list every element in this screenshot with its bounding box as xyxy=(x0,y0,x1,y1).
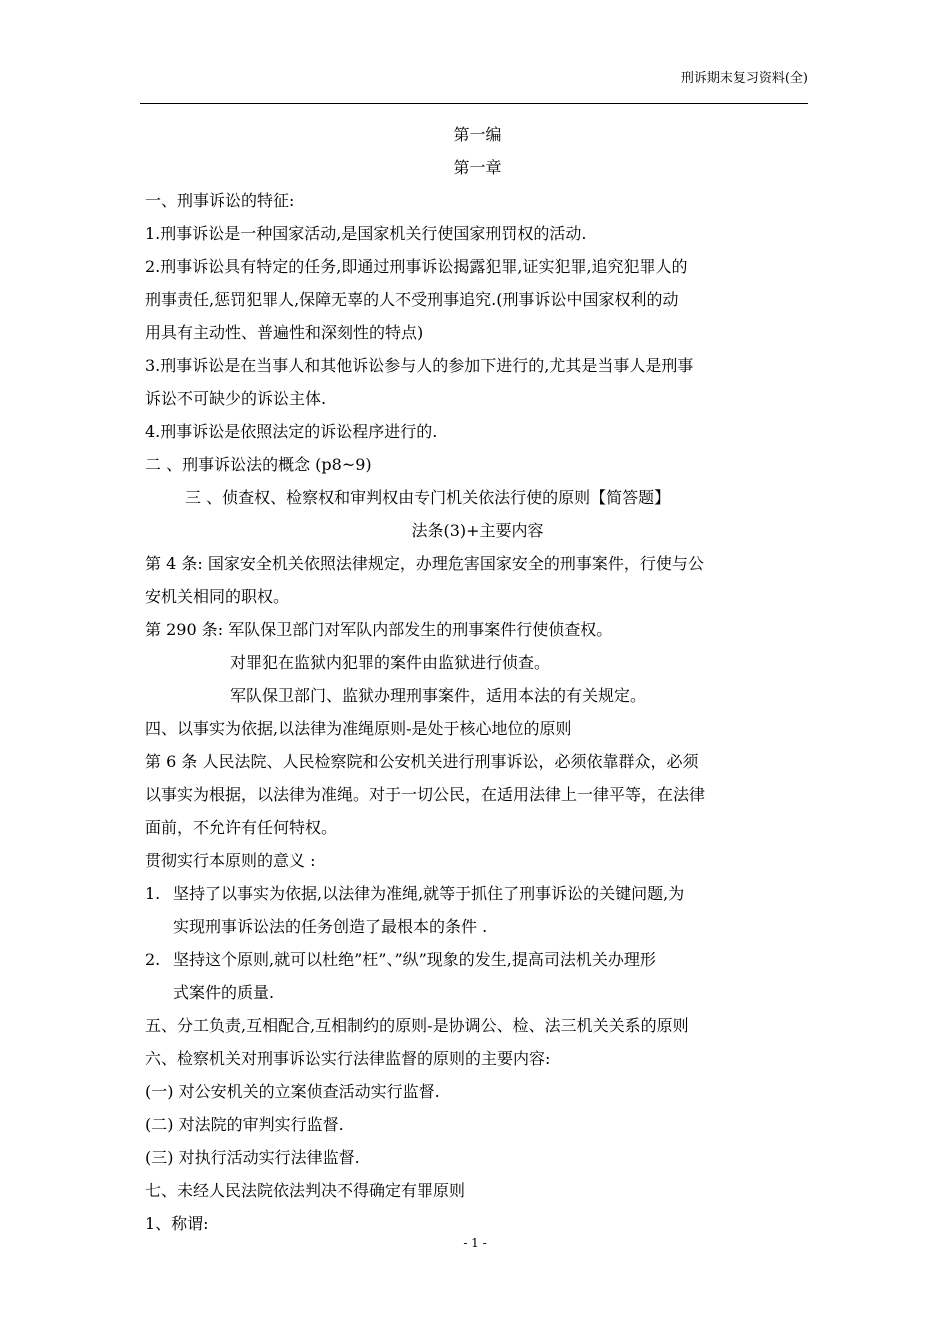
list-item-line-2: 实现刑事诉讼法的任务创造了最根本的条件 . xyxy=(173,917,488,936)
list-item-number: 1. xyxy=(145,884,161,903)
section-3-subtitle: 法条(3)+主要内容 xyxy=(411,521,544,540)
section-7-heading: 七、未经人民法院依法判决不得确定有罪原则 xyxy=(145,1181,466,1200)
article-6-line-3: 面前，不允许有任何特权。 xyxy=(145,818,338,837)
list-item-line-1: 坚持这个原则,就可以杜绝”枉”、”纵”现象的发生,提高司法机关办理形 xyxy=(173,950,656,969)
section-1-point-1: 1.刑事诉讼是一种国家活动,是国家机关行使国家刑罚权的活动. xyxy=(145,224,587,243)
article-4-line-1: 第 4 条: 国家安全机关依照法律规定，办理危害国家安全的刑事案件，行使与公 xyxy=(145,554,704,573)
section-1-point-2-line-1: 2.刑事诉讼具有特定的任务,即通过刑事诉讼揭露犯罪,证实犯罪,追究犯罪人的 xyxy=(145,257,688,276)
page-header xyxy=(140,68,808,90)
section-6-item-3: (三) 对执行活动实行法律监督. xyxy=(145,1148,360,1167)
section-6-heading: 六、检察机关对刑事诉讼实行法律监督的原则的主要内容: xyxy=(145,1049,551,1068)
section-1-heading: 一、刑事诉讼的特征: xyxy=(145,191,295,210)
section-2-heading: 二 、刑事诉讼法的概念 (p8~9) xyxy=(145,455,372,474)
article-6-line-1: 第 6 条 人民法院、人民检察院和公安机关进行刑事诉讼，必须依靠群众，必须 xyxy=(145,752,699,771)
section-7-subheading: 1、称谓: xyxy=(145,1214,209,1233)
article-290-line-2: 对罪犯在监狱内犯罪的案件由监狱进行侦查。 xyxy=(230,653,551,672)
part-title: 第一编 xyxy=(453,125,502,144)
article-290-line-3: 军队保卫部门、监狱办理刑事案件，适用本法的有关规定。 xyxy=(230,686,647,705)
header-divider xyxy=(140,103,808,104)
section-1-point-3-line-2: 诉讼不可缺少的诉讼主体. xyxy=(145,389,327,408)
meaning-heading: 贯彻实行本原则的意义 : xyxy=(145,851,316,870)
section-1-point-4: 4.刑事诉讼是依照法定的诉讼程序进行的. xyxy=(145,422,438,441)
list-item-line-1: 坚持了以事实为依据,以法律为准绳,就等于抓住了刑事诉讼的关键问题,为 xyxy=(173,884,685,903)
section-3-heading: 三 、侦查权、检察权和审判权由专门机关依法行使的原则【简答题】 xyxy=(185,488,671,507)
list-item-line-2: 式案件的质量. xyxy=(173,983,275,1002)
list-item xyxy=(145,943,810,1009)
document-title: 刑诉期末复习资料(全) xyxy=(680,71,808,86)
section-6-item-2: (二) 对法院的审判实行监督. xyxy=(145,1115,344,1134)
section-4-heading: 四、以事实为依据,以法律为准绳原则-是处于核心地位的原则 xyxy=(145,719,572,738)
article-6-line-2: 以事实为根据，以法律为准绳。对于一切公民，在适用法律上一律平等，在法律 xyxy=(145,785,706,804)
section-1-point-2-line-2: 刑事责任,惩罚犯罪人,保障无辜的人不受刑事追究.(刑事诉讼中国家权利的动 xyxy=(145,290,679,309)
article-290-line-1: 第 290 条: 军队保卫部门对军队内部发生的刑事案件行使侦查权。 xyxy=(145,620,613,639)
list-item xyxy=(145,877,810,943)
section-1-point-3-line-1: 3.刑事诉讼是在当事人和其他诉讼参与人的参加下进行的,尤其是当事人是刑事 xyxy=(145,356,694,375)
section-6-item-1: (一) 对公安机关的立案侦查活动实行监督. xyxy=(145,1082,440,1101)
list-item-text xyxy=(173,877,810,943)
section-5-heading: 五、分工负责,互相配合,互相制约的原则-是协调公、检、法三机关关系的原则 xyxy=(145,1016,689,1035)
document-body xyxy=(145,118,810,1240)
article-4-line-2: 安机关相同的职权。 xyxy=(145,587,290,606)
page-number: - 1 - xyxy=(463,1236,487,1250)
chapter-title: 第一章 xyxy=(453,158,502,177)
list-item-number: 2. xyxy=(145,950,161,969)
section-1-point-2-line-3: 用具有主动性、普遍性和深刻性的特点) xyxy=(145,323,424,342)
list-item-text xyxy=(173,943,810,1009)
